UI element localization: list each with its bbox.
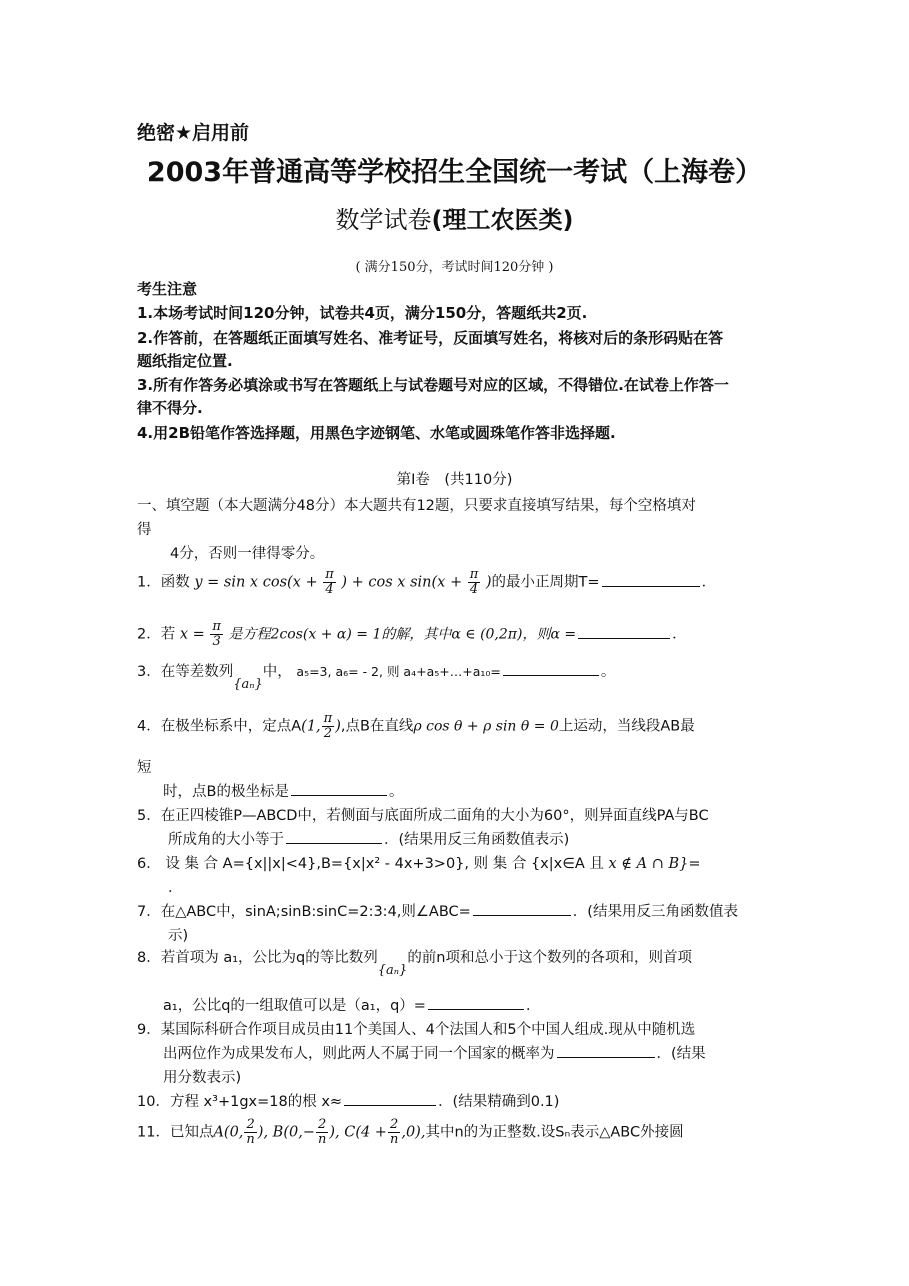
q1-end: ．	[701, 574, 717, 591]
question-4-wrap: 短	[137, 760, 152, 776]
q7-line1b: ．(结果用反三角函数值表	[572, 904, 738, 920]
q9-line2b: ．(结果	[656, 1046, 706, 1062]
q1-answer-blank[interactable]	[602, 585, 700, 587]
q6-line1: 6． 设 集 合 A={x||x|<4},B={x|x² - 4x+3>0}, 则 集 合 {x|x∈A 且	[137, 856, 604, 872]
q11-math-b: ), B(0,−	[257, 1124, 315, 1141]
question-9-line-3: 用分数表示)	[163, 1070, 242, 1086]
q9-answer-blank[interactable]	[557, 1056, 655, 1058]
notice-line-4: 3.所有作答务必填涂或书写在答题纸上与试卷题号对应的区域，不得错位.在试卷上作答一	[137, 376, 729, 394]
notice-line-6: 4.用2B铅笔作答选择题，用黑色字迹钢笔、水笔或圆珠笔作答非选择题.	[137, 424, 616, 442]
q4-fraction	[322, 712, 335, 741]
question-4-line-2	[163, 780, 403, 801]
q3-prefix: 3．在等差数列	[137, 664, 234, 680]
q3-end: 。	[600, 664, 616, 680]
notice-line-3: 题纸指定位置.	[137, 352, 233, 370]
q4-point-b: )	[335, 718, 341, 735]
q2-math-b: 是方程2cos(x + α) = 1的解，其中α ∈ (0,2π)，则α =	[228, 626, 577, 643]
q3-values: a₅=3, a₆= - 2, 则 a₄+a₅+…+a₁₀=	[296, 664, 501, 679]
notice-line-5: 律不得分.	[137, 399, 203, 417]
question-9: 9．某国际科研合作项目成员由11个美国人、4个法国人和5个中国人组成.现从中随机选	[137, 1022, 696, 1038]
q3-mid: 中，	[262, 664, 292, 680]
q4-line2-text: 时，点B的极坐标是	[163, 784, 289, 800]
q11-math-c: ), C(4 +	[329, 1124, 387, 1141]
q4-line-eq: ρ cos θ + ρ sin θ = 0	[413, 718, 559, 735]
question-6-end: ．	[168, 880, 183, 896]
question-1	[137, 568, 716, 597]
q11-prefix: 11．已知点	[137, 1124, 214, 1141]
q4-end: 。	[388, 784, 404, 800]
q11-frac2-num: 2	[316, 1118, 328, 1133]
q4-frac-den: 2	[323, 726, 333, 741]
q11-fraction-2	[316, 1118, 328, 1147]
question-9-line-2	[163, 1042, 706, 1063]
q7-line1a: 7．在△ABC中，sinA;sinB:sinC=2:3:4,则∠ABC=	[137, 904, 471, 920]
q1-frac-den: 4	[325, 582, 334, 597]
q1-frac2-num: π	[469, 567, 479, 582]
q11-math-d: ,0),	[401, 1124, 426, 1141]
q1-frac-num: π	[325, 567, 334, 582]
q11-post: 其中n的为正整数.设Sₙ表示△ABC外接圆	[425, 1124, 684, 1141]
q8-line1b: 的前n项和总小于这个数列的各项和，则首项	[407, 950, 693, 966]
q6-equals: =	[688, 856, 701, 872]
q4-point-a: (1,	[301, 718, 321, 735]
q1-math-a: y = sin x cos(x +	[194, 574, 318, 591]
q11-frac3-num: 2	[388, 1118, 400, 1133]
q1-math-b: ) + cos x sin(x +	[341, 574, 463, 591]
secret-label: 绝密★启用前	[137, 122, 250, 144]
q11-fraction-1	[244, 1118, 256, 1147]
q10-text-b: ．(结果精确到0.1)	[438, 1094, 560, 1110]
question-3	[137, 660, 616, 692]
q4-mid: ,点B在直线	[340, 718, 414, 735]
q2-answer-blank[interactable]	[578, 637, 670, 639]
q8-end: ．	[525, 998, 541, 1014]
q1-fraction-2	[468, 568, 481, 597]
q2-prefix: 2．若	[137, 626, 176, 643]
q2-frac-num: π	[212, 619, 221, 634]
q1-fraction-1	[323, 568, 336, 597]
question-7	[137, 900, 738, 921]
question-5: 5．在正四棱锥P—ABCD中，若侧面与底面所成二面角的大小为60°，则异面直线PA与BC	[137, 808, 709, 824]
question-5-line-2	[168, 828, 569, 849]
q8-line1a: 8．若首项为 a₁，公比为q的等比数列	[137, 950, 378, 966]
question-6	[137, 852, 701, 873]
q1-frac2-den: 4	[469, 582, 479, 597]
q11-frac3-den: n	[389, 1132, 399, 1147]
q2-frac-den: 3	[212, 634, 221, 649]
q2-math-a: x =	[179, 626, 205, 643]
section-title: 第Ⅰ卷 (共110分)	[396, 472, 513, 488]
q11-math-a: A(0,	[213, 1124, 244, 1141]
exam-subtitle	[0, 200, 909, 235]
q7-answer-blank[interactable]	[473, 914, 571, 916]
q6-set: x ∉ A ∩ B}	[608, 856, 689, 872]
section-instruction: 一、填空题（本大题满分48分）本大题共有12题，只要求直接填写结果，每个空格填对	[137, 498, 696, 514]
section-instruction-end: 4分，否则一律得零分。	[170, 546, 325, 562]
question-8	[137, 946, 693, 978]
subtitle-category: (理工农医类)	[431, 206, 574, 234]
question-7-wrap: 示)	[168, 928, 189, 944]
q11-frac2-den: n	[317, 1132, 327, 1147]
q3-sequence: {aₙ}	[233, 677, 263, 692]
notice-line-1: 1.本场考试时间120分钟，试卷共4页，满分150分，答题纸共2页.	[137, 304, 588, 322]
q9-line2a: 出两位作为成果发布人，则此两人不属于同一个国家的概率为	[163, 1046, 555, 1062]
q4-answer-blank[interactable]	[291, 794, 387, 796]
q2-fraction	[210, 620, 223, 649]
q1-prefix: 1．函数	[137, 574, 190, 591]
q11-frac1-num: 2	[244, 1118, 256, 1133]
q4-prefix: 4．在极坐标系中，定点A	[137, 718, 302, 735]
q5-answer-blank[interactable]	[286, 842, 382, 844]
notice-line-2: 2.作答前，在答题纸正面填写姓名、准考证号，反面填写姓名，将核对后的条形码贴在答	[137, 329, 724, 347]
q11-frac1-den: n	[246, 1132, 255, 1147]
q4-frac-num: π	[323, 711, 333, 726]
q3-answer-blank[interactable]	[503, 674, 599, 676]
q1-post: 的最小正周期T=	[491, 574, 600, 591]
full-score-note: ( 满分150分，考试时间120分钟 )	[355, 260, 554, 275]
subtitle-main: 数学试卷	[335, 206, 432, 234]
section-instruction-wrap: 得	[137, 522, 152, 538]
question-8-line-2	[163, 994, 540, 1015]
notice-heading: 考生注意	[137, 280, 198, 298]
q1-math-c: )	[485, 574, 492, 591]
q11-fraction-3	[388, 1118, 400, 1147]
question-11	[137, 1118, 684, 1147]
q8-answer-blank[interactable]	[428, 1008, 524, 1010]
question-2	[137, 620, 687, 649]
question-4	[137, 712, 695, 741]
q10-text-a: 10．方程 x³+1gx=18的根 x≈	[137, 1094, 343, 1110]
q10-answer-blank[interactable]	[344, 1104, 436, 1106]
q5-line2b: ．(结果用反三角函数值表示)	[384, 832, 570, 848]
q4-post: 上运动，当线段AB最	[558, 718, 695, 735]
q8-sequence: {aₙ}	[377, 963, 408, 978]
q8-line2a: a₁，公比q的一组取值可以是（a₁，q）=	[163, 998, 426, 1014]
question-10	[137, 1090, 559, 1111]
q5-line2a: 所成角的大小等于	[168, 832, 284, 848]
q2-end: ．	[672, 626, 687, 643]
exam-title: 2003年普通高等学校招生全国统一考试（上海卷）	[146, 157, 763, 188]
